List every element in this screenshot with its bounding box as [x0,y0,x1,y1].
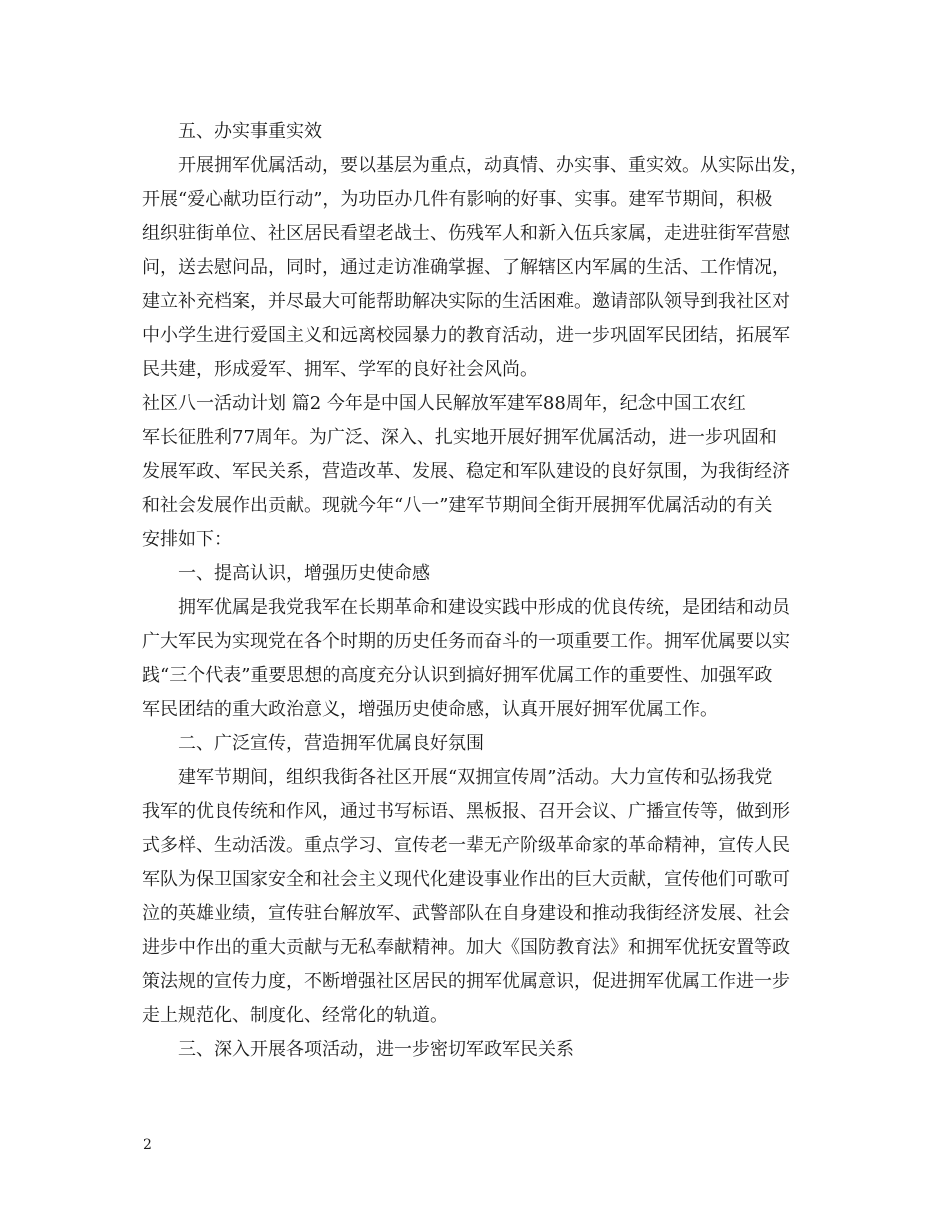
paragraph-line: 泣的英雄业绩，宣传驻台解放军、武警部队在自身建设和推动我街经济发展、社会 [142,903,790,924]
paragraph-line: 走上规范化、制度化、经常化的轨道。 [142,1005,448,1026]
section-heading: 五、办实事重实效 [178,121,322,142]
page-number: 2 [143,1137,152,1153]
section-heading: 一、提高认识，增强历史使命感 [178,563,430,584]
paragraph-line: 开展拥军优属活动，要以基层为重点，动真情、办实事、重实效。从实际出发， [178,155,808,176]
paragraph-line: 问，送去慰问品，同时，通过走访准确掌握、了解辖区内军属的生活、工作情况， [142,257,790,278]
paragraph-line: 安排如下： [142,529,232,550]
paragraph-line: 和社会发展作出贡献。现就今年“八一”建军节期间全街开展拥军优属活动的有关 [142,495,773,516]
paragraph-line: 建立补充档案，并尽最大可能帮助解决实际的生活困难。邀请部队领导到我社区对 [142,291,790,312]
paragraph-line: 拥军优属是我党我军在长期革命和建设实践中形成的优良传统，是团结和动员 [178,597,790,618]
paragraph-line: 军长征胜利77周年。为广泛、深入、扎实地开展好拥军优属活动，进一步巩固和 [142,427,777,448]
paragraph-line: 我军的优良传统和作风，通过书写标语、黑板报、召开会议、广播宣传等，做到形 [142,801,790,822]
paragraph-line: 中小学生进行爱国主义和远离校园暴力的教育活动，进一步巩固军民团结，拓展军 [142,325,790,346]
section-heading: 三、深入开展各项活动，进一步密切军政军民关系 [178,1039,574,1060]
paragraph-line: 践“三个代表”重要思想的高度充分认识到搞好拥军优属工作的重要性、加强军政 [142,665,773,686]
section-heading: 二、广泛宣传，营造拥军优属良好氛围 [178,733,484,754]
paragraph-line: 建军节期间，组织我街各社区开展“双拥宣传周”活动。大力宣传和弘扬我党 [178,767,773,788]
paragraph-line: 军民团结的重大政治意义，增强历史使命感，认真开展好拥军优属工作。 [142,699,718,720]
paragraph-line: 式多样、生动活泼。重点学习、宣传老一辈无产阶级革命家的革命精神，宣传人民 [142,835,790,856]
paragraph-line: 开展“爱心献功臣行动”，为功臣办几件有影响的好事、实事。建军节期间，积极 [142,189,773,210]
paragraph-line: 进步中作出的重大贡献与无私奉献精神。加大《国防教育法》和拥军优抚安置等政 [142,937,790,958]
paragraph-line: 发展军政、军民关系，营造改革、发展、稳定和军队建设的良好氛围，为我街经济 [142,461,790,482]
paragraph-line: 军队为保卫国家安全和社会主义现代化建设事业作出的巨大贡献，宣传他们可歌可 [142,869,790,890]
paragraph-line: 策法规的宣传力度，不断增强社区居民的拥军优属意识，促进拥军优属工作进一步 [142,971,790,992]
paragraph-line: 民共建，形成爱军、拥军、学军的良好社会风尚。 [142,359,538,380]
paragraph-line: 社区八一活动计划 篇2 今年是中国人民解放军建军88周年，纪念中国工农红 [142,393,746,414]
paragraph-line: 广大军民为实现党在各个时期的历史任务而奋斗的一项重要工作。拥军优属要以实 [142,631,790,652]
paragraph-line: 组织驻街单位、社区居民看望老战士、伤残军人和新入伍兵家属，走进驻街军营慰 [142,223,790,244]
